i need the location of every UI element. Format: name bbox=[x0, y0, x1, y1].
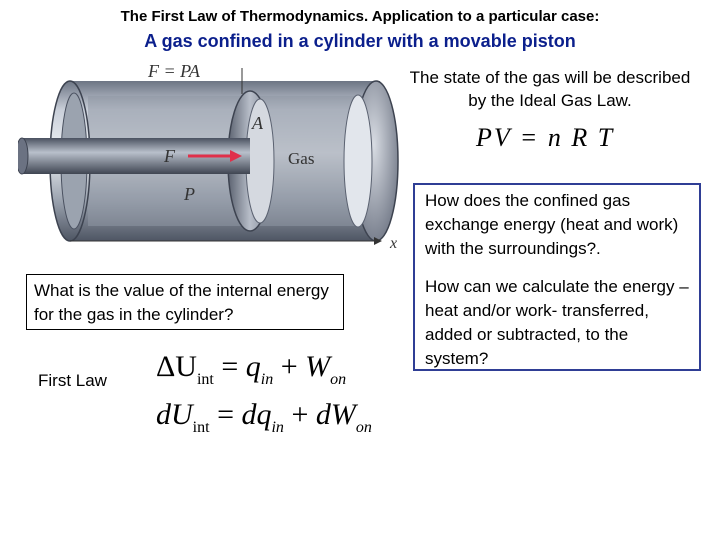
eq1-work-sub: on bbox=[330, 371, 347, 388]
area-label: A bbox=[252, 113, 263, 133]
first-law-label: First Law bbox=[38, 371, 107, 390]
pressure-label: P bbox=[184, 184, 195, 204]
cylinder-piston-figure bbox=[18, 56, 408, 256]
eq2-equals: = bbox=[217, 398, 234, 431]
eq1-lhs: ΔU bbox=[156, 350, 197, 383]
force-area-label: F = PA bbox=[148, 61, 200, 81]
state-description: The state of the gas will be described by the Ideal Gas Law. bbox=[409, 68, 691, 110]
eq2-lhs-sub: int bbox=[192, 419, 210, 436]
force-label: F bbox=[164, 146, 175, 166]
slide-title-line1: The First Law of Thermodynamics. Application to a particular case: bbox=[120, 8, 600, 25]
energy-exchange-box bbox=[413, 183, 701, 371]
internal-energy-question-box: What is the value of the internal energy for the gas in the cylinder? bbox=[26, 274, 344, 330]
eq2-lhs: dU bbox=[156, 398, 193, 431]
first-law-equation-differential bbox=[156, 398, 372, 437]
eq1-lhs-sub: int bbox=[196, 371, 214, 388]
eq2-work-sub: on bbox=[355, 419, 372, 436]
eq2-plus: + bbox=[291, 398, 309, 431]
calculation-question: How can we calculate the energy –heat and/or work- transferred, added or subtracted, to the system? bbox=[425, 277, 689, 368]
first-law-equation-delta bbox=[156, 350, 346, 389]
eq2-work: dW bbox=[315, 398, 356, 431]
exchange-question: How does the confined gas exchange energy (heat and work) with the surroundings?. bbox=[425, 191, 679, 258]
eq1-equals: = bbox=[221, 350, 239, 383]
axis-x-label: x bbox=[390, 235, 398, 252]
eq1-plus: + bbox=[280, 350, 298, 383]
eq2-heat: dq bbox=[241, 398, 272, 431]
eq2-heat-sub: in bbox=[271, 419, 284, 436]
eq1-heat: q bbox=[245, 350, 261, 383]
gas-label: Gas bbox=[288, 149, 315, 168]
slide-title-line2: A gas confined in a cylinder with a movable piston bbox=[144, 31, 576, 51]
eq1-heat-sub: in bbox=[260, 371, 274, 388]
ideal-gas-law-equation: PV = n R T bbox=[476, 123, 615, 152]
eq1-work: W bbox=[305, 350, 331, 383]
